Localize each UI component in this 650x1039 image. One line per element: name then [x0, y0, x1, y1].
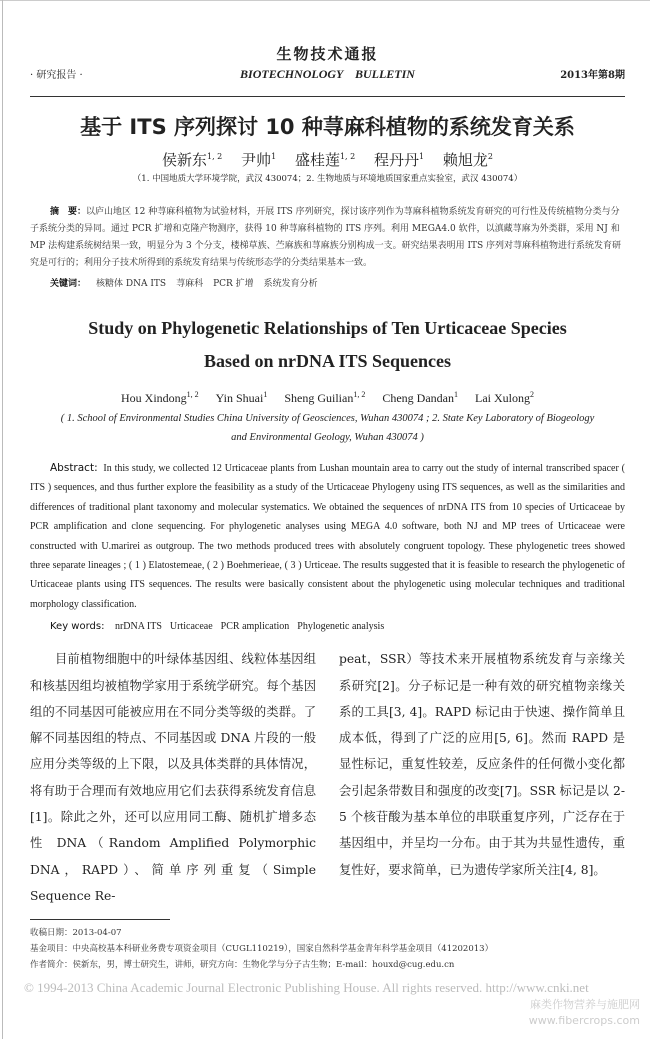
authors-cn: [30, 147, 625, 170]
body-column-right: peat，SSR）等技术来开展植物系统发育与亲缘关系研究[2]。分子标记是一种有效的研究植物亲缘关系的工具[3, 4]。RAPD 标记由于快速、操作简单且成本低，得到了广泛的应用[5, 6]。然而 RAPD 是显性标记，重复性较差，反应条件的任何微小变化都会引起条带数目和强度的改变[7]。SSR 标记是以 2-5 个核苷酸为基本单位的串联重复序列，广泛存在于基因组中，并呈均一分布。由于其为共显性遗传，重复性好，要求简单，已为遗传学家所关注[4, 8]。: [339, 652, 625, 877]
author: Cheng Dandan$^1$: [382, 390, 458, 405]
copyright-notice: © 1994-2013 China Academic Journal Electronic Publishing House. All rights reserved. http://www.cnki.net: [24, 980, 589, 996]
keyword: 荨麻科: [176, 279, 204, 289]
header-divider: [30, 96, 625, 97]
abstract-text: 以庐山地区 12 种荨麻科植物为试验材料，开展 ITS 序列研究，探讨该序列作为荨麻科植物系统发育研究的可行性及传统植物分类与分子系统分类的异同。通过 PCR 扩增和克隆产物测序，获得 10 种荨麻科植物的 ITS 序列。利用 MEGA4.0 软件，以滇藏荨麻为外类群，采用 NJ 和 MP 法构建系统树结果一致，明显分为 3 个分支，楼梯草族、苎麻族和荨麻族分别构成一支。研究结果表明用 ITS 序列对荨麻科植物进行系统发育研究是可行的；利用分子技术所得到的系统发育结果与传统形态学的分类结果基本一致。: [30, 207, 622, 268]
body-columns: [30, 646, 625, 909]
keywords-label: Key words:: [50, 621, 105, 633]
funding-note: 基金项目：中央高校基本科研业务费专项资金项目（CUGL110219），国家自然科学基金青年科学基金项目（41202013）: [30, 944, 494, 955]
author: Lai Xulong$^2$: [475, 390, 534, 405]
keyword: 系统发育分析: [263, 279, 318, 289]
author: 尹帅$^1$: [241, 151, 277, 169]
watermark: [30, 997, 640, 1029]
author: Hou Xindong$^{1, 2}$: [121, 390, 199, 405]
running-header: [30, 66, 625, 82]
author: 程丹丹$^1$: [374, 151, 425, 169]
footnote-divider: [30, 919, 170, 920]
abstract-text: In this study, we collected 12 Urticaceae plants from Lushan mountain area to carry out the study of internal transcribed spacer ( ITS ) sequences, and thus further explore the feasibility as a study of the Urticaceae Phylogeny using ITS sequences, as well as the similarities and differences of traditional plant taxonomy and molecular systematics. We obtained the sequences of nrDNA ITS from 10 species of Urticaceae by PCR amplification and clone sequencing. For phylogenetic analyses using MEGA 4.0 software, both NJ and MP trees of Urticaceae were constructed with U.marirei as outgroup. The two methods produced trees with absolutely congruent topology. These phylogenetic trees showed three separate lineages ; ( 1 ) Elatostemeae, ( 2 ) Boehmerieae, ( 3 ) Urticeae. The results suggested that it is feasible to research the phylogenetic of Urticaceae plants using ITS sequences. The results were basically consistent about the phylogenetic using molecular techniques and traditional morphology classification.: [30, 463, 625, 610]
keywords-label: 关键词：: [50, 279, 87, 289]
abstract-label: Abstract:: [50, 462, 98, 474]
keyword: 核糖体 DNA ITS: [96, 279, 167, 289]
watermark-line: www.fibercrops.com: [528, 1014, 640, 1028]
title-line: Study on Phylogenetic Relationships of Ten Urticaceae Species: [88, 318, 567, 338]
issue-label: 2013年第8期: [560, 70, 625, 81]
page-top-border: [0, 0, 650, 1]
abstract-label: 摘 要：: [50, 207, 87, 217]
footnotes: [30, 925, 625, 973]
received-date: 收稿日期：2013-04-07: [30, 928, 122, 939]
journal-name-en: BIOTECHNOLOGY BULLETIN: [240, 67, 415, 81]
keyword: nrDNA ITS: [114, 621, 162, 633]
author: 赖旭龙$^2$: [442, 151, 493, 169]
author-bio: 作者简介：侯新东，男，博士研究生，讲师，研究方向：生物化学与分子古生物；E-mail：houxd@cug.edu.cn: [30, 960, 455, 971]
section-label: · 研究报告 ·: [30, 70, 83, 81]
body-column-left: 目前植物细胞中的叶绿体基因组、线粒体基因组和核基因组均被植物学家用于系统学研究。每个基因组的不同基因可能被应用在不同分类等级的类群。了解不同基因组的特点、不同基因或 DNA 片段的一般应用分类等级的上下限，以及具体类群的具体情况，将有助于合理而有效地应用它们去获得系统发育信息[1]。除此之外，还可以应用同工酶、随机扩增多态性 DNA（Random Amplified Polymorphic DNA，RAPD）、简单序列重复（Simple Sequence Re-: [30, 652, 316, 903]
keyword: PCR amplication: [220, 621, 290, 633]
abstract-en: [30, 459, 625, 614]
journal-name-cn: 生物技术通报: [276, 45, 379, 63]
keywords-cn: [30, 276, 625, 292]
paper-title-cn: 基于 ITS 序列探讨 10 种荨麻科植物的系统发育关系: [80, 115, 575, 139]
authors-en: [30, 386, 625, 407]
page-left-border: [2, 0, 3, 1039]
keywords-en: [30, 618, 625, 636]
title-line: Based on nrDNA ITS Sequences: [203, 351, 452, 371]
paper-title-en: [30, 312, 625, 378]
keyword: Phylogenetic analysis: [297, 621, 385, 633]
abstract-cn: [30, 204, 625, 272]
author: 侯新东$^{1, 2}$: [161, 151, 223, 169]
keyword: PCR 扩增: [213, 279, 254, 289]
author: 盛桂莲$^{1, 2}$: [294, 151, 356, 169]
affiliation-cn: （1. 中国地质大学环境学院，武汉 430074；2. 生物地质与环境地质国家重点实验室，武汉 430074）: [132, 174, 523, 184]
keyword: Urticaceae: [169, 621, 213, 633]
watermark-line: 麻类作物营养与施肥网: [530, 998, 640, 1012]
affiliation-en: ( 1. School of Environmental Studies China University of Geosciences, Wuhan 430074 ; 2. State Key Laboratory of Biogeology and Environmental Geology, Wuhan 430074 ): [60, 413, 595, 443]
author: Sheng Guilian$^{1, 2}$: [284, 390, 366, 405]
author: Yin Shuai$^1$: [215, 390, 268, 405]
